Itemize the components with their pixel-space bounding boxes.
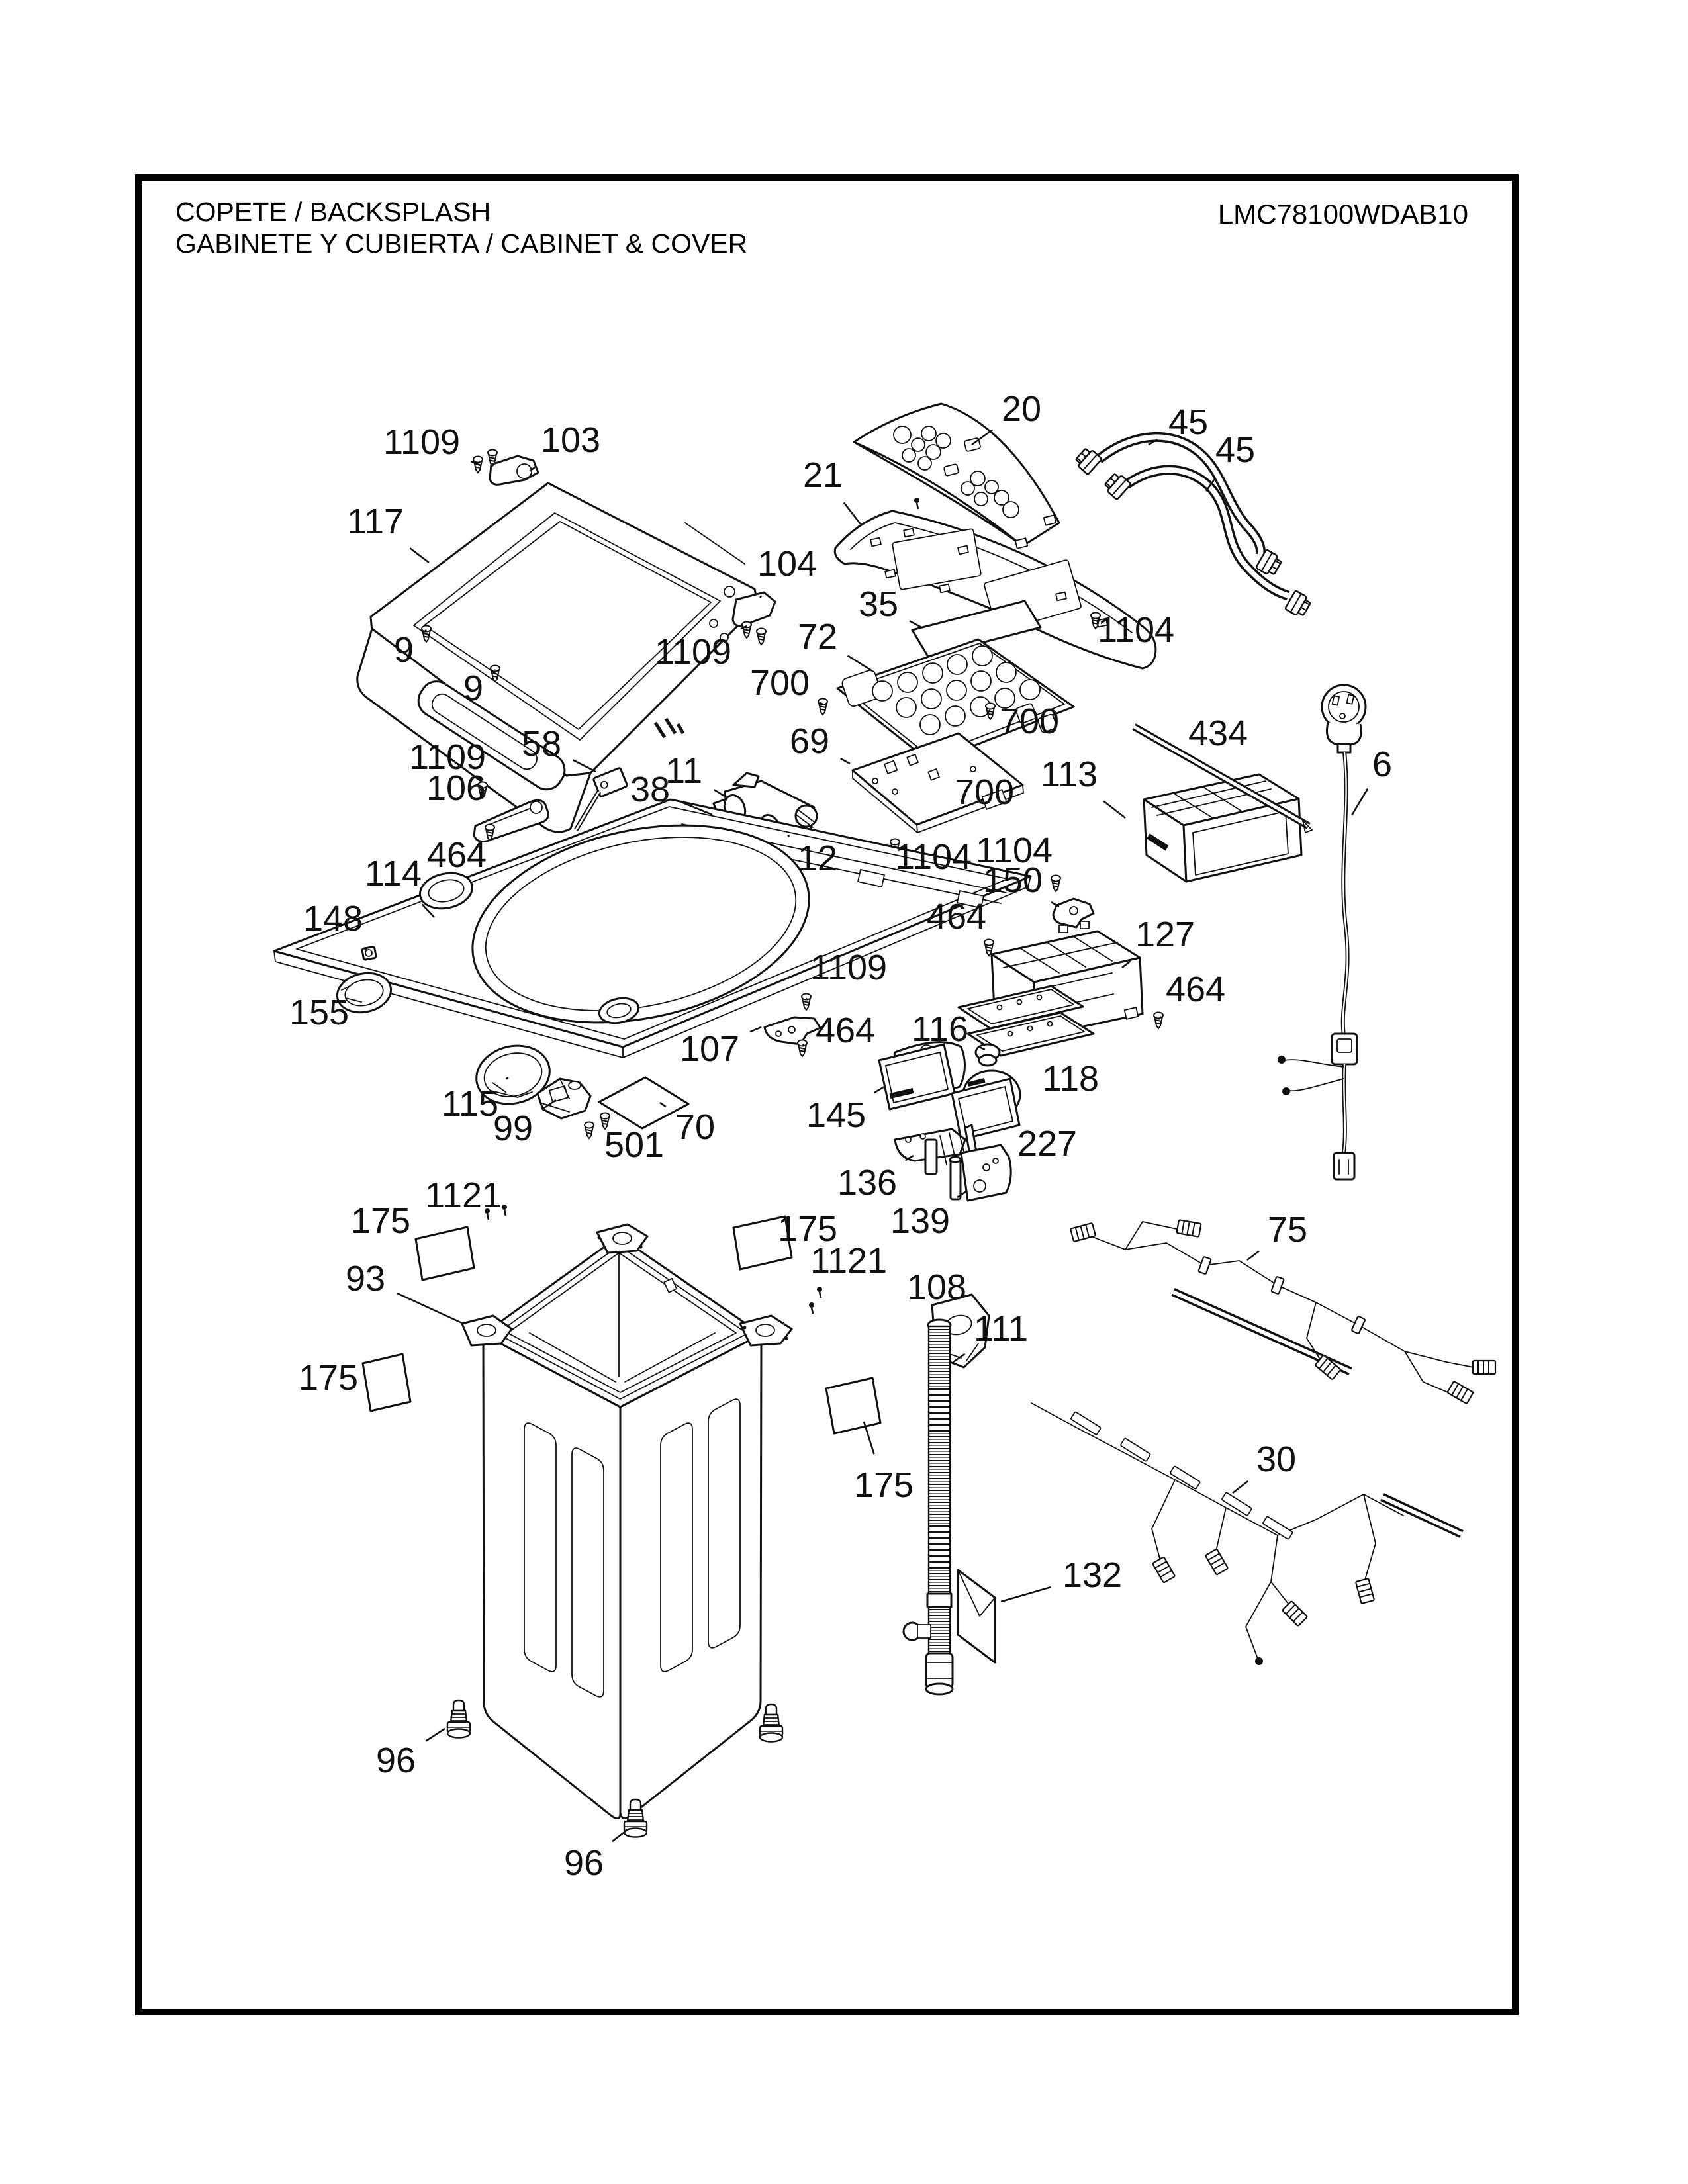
callout-1121: 1121	[810, 1241, 888, 1281]
callout-464: 464	[1165, 970, 1226, 1009]
part-cap-116	[976, 1044, 1000, 1066]
callout-107: 107	[679, 1029, 740, 1069]
callout-12: 12	[797, 839, 838, 878]
callout-9: 9	[393, 630, 414, 670]
callout-38: 38	[630, 770, 671, 809]
callout-136: 136	[837, 1163, 898, 1203]
callout-150: 150	[982, 860, 1043, 900]
callout-1109: 1109	[654, 632, 732, 672]
callout-113: 113	[1040, 754, 1098, 794]
callout-155: 155	[289, 993, 350, 1032]
callout-139: 139	[890, 1201, 951, 1241]
callout-501: 501	[604, 1125, 665, 1165]
callout-117: 117	[346, 502, 404, 541]
callout-118: 118	[1041, 1059, 1100, 1099]
part-clamp-150	[1053, 899, 1094, 933]
callout-11: 11	[665, 751, 703, 791]
callout-75: 75	[1267, 1210, 1308, 1250]
callout-70: 70	[675, 1107, 716, 1147]
callout-111: 111	[973, 1309, 1029, 1349]
callout-700: 700	[954, 772, 1015, 812]
leader-line-104	[760, 596, 761, 598]
callout-116: 116	[911, 1009, 969, 1049]
callout-20: 20	[1001, 389, 1042, 429]
callout-464: 464	[426, 835, 487, 875]
callout-45: 45	[1215, 430, 1256, 470]
callout-35: 35	[858, 584, 899, 624]
callout-9: 9	[463, 668, 484, 708]
callout-104: 104	[757, 544, 818, 584]
callout-72: 72	[797, 617, 838, 657]
callout-1104: 1104	[894, 837, 972, 877]
callout-58: 58	[521, 724, 562, 764]
callout-1109: 1109	[383, 422, 461, 462]
callout-175: 175	[777, 1209, 838, 1249]
model-number: LMC78100WDAB10	[1217, 199, 1468, 230]
callout-96: 96	[375, 1741, 416, 1780]
callout-1104: 1104	[975, 831, 1053, 870]
callout-1109: 1109	[810, 948, 888, 987]
callout-1121: 1121	[424, 1175, 502, 1215]
callout-700: 700	[749, 663, 810, 703]
callout-132: 132	[1062, 1555, 1123, 1595]
callout-30: 30	[1256, 1439, 1297, 1479]
callout-464: 464	[815, 1011, 876, 1050]
callout-93: 93	[345, 1259, 386, 1298]
leader-line-12	[788, 835, 789, 837]
callout-175: 175	[350, 1201, 411, 1241]
callout-148: 148	[303, 899, 363, 938]
callout-21: 21	[802, 455, 843, 495]
callout-99: 99	[492, 1109, 534, 1148]
callout-108: 108	[906, 1267, 967, 1307]
callout-227: 227	[1017, 1124, 1078, 1163]
callout-114: 114	[364, 854, 422, 893]
page-title-line1: COPETE / BACKSPLASH	[175, 197, 491, 227]
callout-145: 145	[806, 1095, 867, 1135]
leader-line-9	[425, 630, 426, 631]
callout-175: 175	[853, 1465, 914, 1505]
callout-464: 464	[926, 897, 987, 936]
callout-115: 115	[441, 1084, 499, 1124]
callout-127: 127	[1135, 915, 1196, 954]
callout-434: 434	[1188, 713, 1248, 753]
leader-line-464	[802, 1045, 804, 1046]
callout-103: 103	[540, 420, 601, 460]
page-title-line2: GABINETE Y CUBIERTA / CABINET & COVER	[175, 228, 748, 259]
callout-96: 96	[563, 1843, 604, 1883]
callout-1104: 1104	[1097, 610, 1175, 650]
callout-45: 45	[1168, 402, 1209, 442]
callout-700: 700	[999, 702, 1060, 741]
callout-106: 106	[426, 768, 487, 808]
callout-1109: 1109	[408, 737, 487, 777]
callout-175: 175	[298, 1358, 359, 1398]
callout-69: 69	[789, 721, 830, 761]
callout-6: 6	[1372, 745, 1393, 784]
